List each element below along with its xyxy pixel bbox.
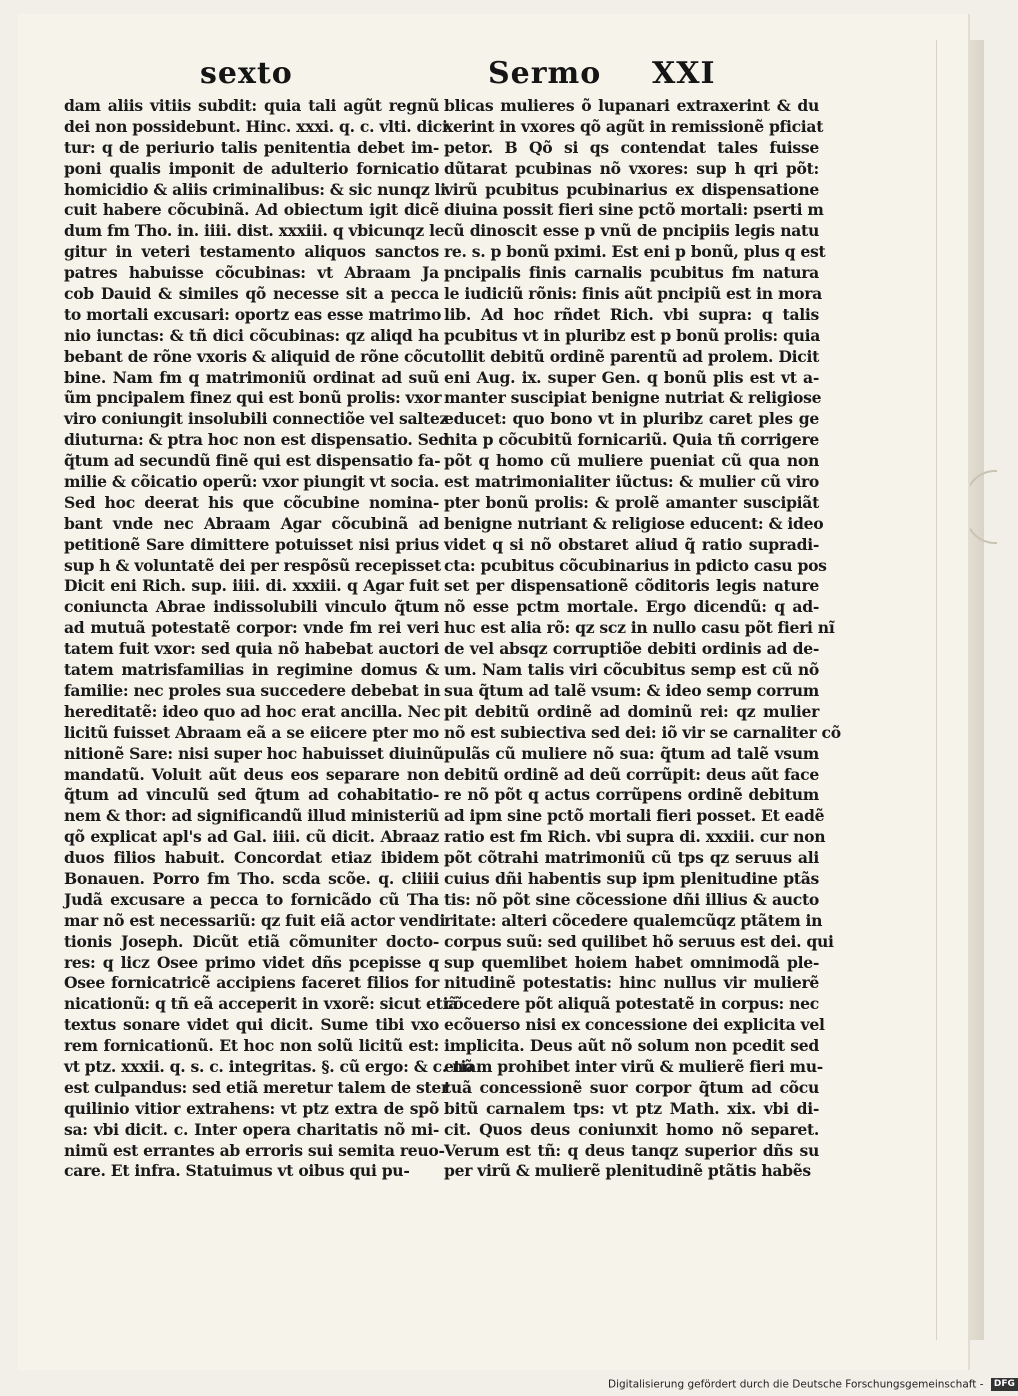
text-line: qõ explicat apl's ad Gal. iiii. cũ dicit. Abraaz xyxy=(64,827,439,847)
header-center: Sermo xyxy=(488,56,602,91)
text-line: homicidio & aliis criminalibus: & sic nunqz li xyxy=(64,179,446,199)
text-line: care. Et infra. Statuimus vt oibus qui pu- xyxy=(64,1161,410,1181)
text-column-right xyxy=(444,96,841,1182)
dfg-logo: DFG xyxy=(991,1378,1018,1391)
page-ruling xyxy=(936,40,937,1340)
text-line: milie & cõicatio operũ: vxor piungit vt socia. xyxy=(64,472,439,492)
text-line: nõ est subiectiva sed dei: iõ vir se carnaliter cõ xyxy=(444,722,841,742)
text-line: pit debitũ ordinẽ ad dominũ rei: qz mulier xyxy=(444,701,819,721)
text-line: re. s. p bonũ pximi. Est eni p bonũ, plus q est xyxy=(444,242,826,262)
text-line: tur: q de periurio talis penitentia debet im- xyxy=(64,137,439,157)
text-line: Osee fornicatricẽ accipiens faceret filios for xyxy=(64,973,439,993)
text-line: etiam prohibet inter virũ & mulierẽ fieri mu- xyxy=(444,1056,823,1076)
text-line: sup h & voluntatẽ dei per respõsũ recepisset xyxy=(64,555,441,575)
text-line: viro coniungit insolubili connectiõe vel saltez xyxy=(64,409,449,429)
text-column-left xyxy=(64,96,474,1182)
header-left: sexto xyxy=(200,56,293,91)
text-line: duos filios habuit. Concordat etiaz ibidem xyxy=(64,848,439,868)
footer-text: Digitalisierung gefördert durch die Deutsche Forschungsgemeinschaft - xyxy=(608,1378,984,1391)
text-line: diuturna: & ptra hoc non est dispensatio. Sed xyxy=(64,430,449,450)
text-line: petitionẽ Sare dimittere potuisset nisi prius xyxy=(64,534,439,554)
text-line: cũ dinoscit esse p vnũ de pncipiis legis natu xyxy=(444,221,819,241)
running-header xyxy=(0,56,1000,96)
text-line: rem fornicationũ. Et hoc non solũ licitũ est: xyxy=(64,1036,439,1056)
text-line: sa: vbi dicit. c. Inter opera charitatis nõ mi- xyxy=(64,1119,439,1139)
text-line: diuina possit fieri sine pctõ mortali: pserti m xyxy=(444,200,824,220)
text-line: benigne nutriant & religiose educent: & ideo xyxy=(444,513,824,533)
text-line: cõcedere põt aliquã potestatẽ in corpus: nec xyxy=(444,994,819,1014)
text-line: per virũ & mulierẽ plenitudinẽ ptãtis habẽs xyxy=(444,1161,811,1181)
text-line: Sed hoc deerat his que cõcubine nomina- xyxy=(64,492,439,512)
text-line: nem & thor: ad significandũ illud ministeriũ xyxy=(64,806,439,826)
text-line: ad mutuã potestatẽ corpor: vnde fm rei veri xyxy=(64,618,439,638)
text-line: ratio est fm Rich. vbi supra di. xxxiii. cur non xyxy=(444,827,826,847)
text-line: vt ptz. xxxii. q. s. c. integritas. §. cũ ergo: & c. nõ xyxy=(64,1056,474,1076)
digitization-footer xyxy=(608,1378,1018,1394)
text-line: re nõ põt q actus corrũpens ordinẽ debitum xyxy=(444,785,819,805)
text-line: coniuncta Abrae indissolubili vinculo q̃tum xyxy=(64,597,439,617)
text-line: tollit debitũ ordinẽ parentũ ad prolem. Dicit xyxy=(444,346,819,366)
text-line: nicationũ: q tñ eã acceperit in vxorẽ: sicut etiã xyxy=(64,994,459,1014)
text-line: ad ipm sine pctõ mortali fieri posset. Et eadẽ xyxy=(444,806,825,826)
text-line: nimũ est errantes ab erroris sui semita reuo- xyxy=(64,1140,445,1160)
text-line: hereditatẽ: ideo quo ad hoc erat ancilla. Nec xyxy=(64,701,441,721)
text-line: um. Nam talis viri cõcubitus semp est cũ nõ xyxy=(444,660,819,680)
text-line: set per dispensationẽ cõditoris legis nature xyxy=(444,576,819,596)
text-line: ritate: alteri cõcedere qualemcũqz ptãtem in xyxy=(444,910,823,930)
text-line: Dicit eni Rich. sup. iiii. di. xxxiii. q Agar fuit xyxy=(64,576,439,596)
text-line: cta: pcubitus cõcubinarius in pdicto casu pos xyxy=(444,555,827,575)
text-line: bine. Nam fm q matrimoniũ ordinat ad suũ xyxy=(64,367,439,387)
text-line: pter bonũ prolis: & prolẽ amanter suscipiãt xyxy=(444,492,819,512)
text-line: dam aliis vitiis subdit: quia tali agũt regnũ xyxy=(64,96,439,115)
text-line: licitũ fuisset Abraam eã a se eiicere pter mo xyxy=(64,722,439,742)
text-line: tatem matrisfamilias in regimine domus & xyxy=(64,660,439,680)
text-line: res: q licz Osee primo videt dñs pcepisse q xyxy=(64,952,439,972)
text-line: nitionẽ Sare: nisi super hoc habuisset diuinũ xyxy=(64,743,444,763)
text-line: petor. B Qõ si qs contendat tales fuisse xyxy=(444,137,819,157)
text-line: cit. Quos deus coniunxit homo nõ separet. xyxy=(444,1119,819,1139)
text-line: q̃tum ad vinculũ sed q̃tum ad cohabitatio- xyxy=(64,785,439,805)
text-line: pcubitus vt in pluribz est p bonũ prolis: quia xyxy=(444,325,821,345)
text-line: videt q si nõ obstaret aliud q̃ ratio supradi- xyxy=(444,534,819,554)
text-line: sua q̃tum ad talẽ vsum: & ideo semp corrum xyxy=(444,680,819,700)
text-line: cob Dauid & similes qõ necesse sit a pecca xyxy=(64,284,439,304)
text-line: nõ esse pctm mortale. Ergo dicendũ: q ad- xyxy=(444,597,819,617)
text-line: huc est alia rõ: qz scz in nullo casu põt fieri nĩ xyxy=(444,618,835,638)
text-line: pncipalis finis carnalis pcubitus fm natura xyxy=(444,263,819,283)
text-line: Verum est tñ: q deus tanqz superior dñs su xyxy=(444,1140,819,1160)
text-line: põt cõtrahi matrimoniũ cũ tps qz seruus ali xyxy=(444,848,819,868)
text-line: quilinio vitior extrahens: vt ptz extra de spõ xyxy=(64,1098,439,1118)
text-line: bitũ carnalem tps: vt ptz Math. xix. vbi di- xyxy=(444,1098,819,1118)
text-line: to mortali excusari: oportz eas esse matrimo xyxy=(64,304,442,324)
text-line: pulãs cũ muliere nõ sua: q̃tum ad talẽ vsum xyxy=(444,743,819,763)
text-line: virũ pcubitus pcubinarius ex dispensatione xyxy=(444,179,819,199)
text-line: le iudiciũ rõnis: finis aũt pncipiũ est in mora xyxy=(444,284,822,304)
text-line: nitudinẽ potestatis: hinc nullus vir mulierẽ xyxy=(444,973,819,993)
text-line: põt q homo cũ muliere pueniat cũ qua non xyxy=(444,451,819,471)
text-line: corpus suũ: sed quilibet hõ seruus est dei. qui xyxy=(444,931,834,951)
text-line: dũtarat pcubinas nõ vxores: sup h qri põt: xyxy=(444,158,819,178)
text-line: Bonauen. Porro fm Tho. scda scõe. q. cliiii xyxy=(64,868,439,888)
text-line: mandatũ. Voluit aũt deus eos separare non xyxy=(64,764,439,784)
text-line: xerint in vxores qõ agũt in remissionẽ pficiat xyxy=(444,116,824,136)
text-line: bebant de rõne vxoris & aliquid de rõne cõcu xyxy=(64,346,444,366)
text-line: q̃tum ad secundũ finẽ qui est dispensatio fa- xyxy=(64,451,441,471)
text-line: poni qualis imponit de adulterio fornicatio xyxy=(64,158,439,178)
text-line: textus sonare videt qui dicit. Sume tibi vxo xyxy=(64,1015,439,1035)
text-line: debitũ ordinẽ ad deũ corrũpit: deus aũt face xyxy=(444,764,819,784)
text-line: manter suscipiat benigne nutriat & religiose xyxy=(444,388,822,408)
text-line: est culpandus: sed etiã meretur talem de ster xyxy=(64,1077,449,1097)
text-line: gitur in veteri testamento aliquos sanctos xyxy=(64,242,439,262)
text-line: tuã concessionẽ suor corpor q̃tum ad cõcu xyxy=(444,1077,819,1097)
text-line: eni Aug. ix. super Gen. q bonũ plis est vt a- xyxy=(444,367,819,387)
text-line: sup quemlibet hoiem habet omnimodã ple- xyxy=(444,952,819,972)
text-line: nio iunctas: & tñ dici cõcubinas: qz aliqd ha xyxy=(64,325,439,345)
text-line: educet: quo bono vt in pluribz caret ples ge xyxy=(444,409,819,429)
text-line: patres habuisse cõcubinas: vt Abraam Ja xyxy=(64,263,439,283)
text-line: ũm pncipalem finez qui est bonũ prolis: vxor xyxy=(64,388,442,408)
header-folio: XXI xyxy=(652,56,716,91)
text-line: dum fm Tho. in. iiii. dist. xxxiii. q vbicunqz le xyxy=(64,221,445,241)
text-line: nita p cõcubitũ fornicariũ. Quia tñ corrigere xyxy=(444,430,819,450)
text-line: tionis Joseph. Dicũt etiã cõmuniter docto- xyxy=(64,931,439,951)
text-line: est matrimonialiter iũctus: & mulier cũ viro xyxy=(444,472,819,492)
text-line: de vel absqz corruptiõe debiti ordinis ad de- xyxy=(444,639,819,659)
text-line: implicita. Deus aũt nõ solum non pcedit sed xyxy=(444,1036,819,1056)
text-line: familie: nec proles sua succedere debebat in xyxy=(64,680,441,700)
text-line: mar nõ est necessariũ: qz fuit eiã actor vendi xyxy=(64,910,446,930)
text-line: dei non possidebunt. Hinc. xxxi. q. c. vlti. dici xyxy=(64,116,448,136)
text-line: blicas mulieres õ lupanari extraxerint & du xyxy=(444,96,819,115)
text-line: ecõuerso nisi ex concessione dei explicita vel xyxy=(444,1015,825,1035)
text-line: cuius dñi habentis sup ipm plenitudine ptãs xyxy=(444,868,819,888)
text-line: lib. Ad hoc rñdet Rich. vbi supra: q talis xyxy=(444,304,819,324)
text-line: tis: nõ põt sine cõcessione dñi illius & aucto xyxy=(444,889,819,909)
text-line: Judã excusare a pecca to fornicãdo cũ Tha xyxy=(64,889,439,909)
text-line: bant vnde nec Abraam Agar cõcubinã ad xyxy=(64,513,439,533)
text-line: cuit habere cõcubinã. Ad obiectum igit dicẽ xyxy=(64,200,439,220)
text-line: tatem fuit vxor: sed quia nõ habebat auctori xyxy=(64,639,439,659)
